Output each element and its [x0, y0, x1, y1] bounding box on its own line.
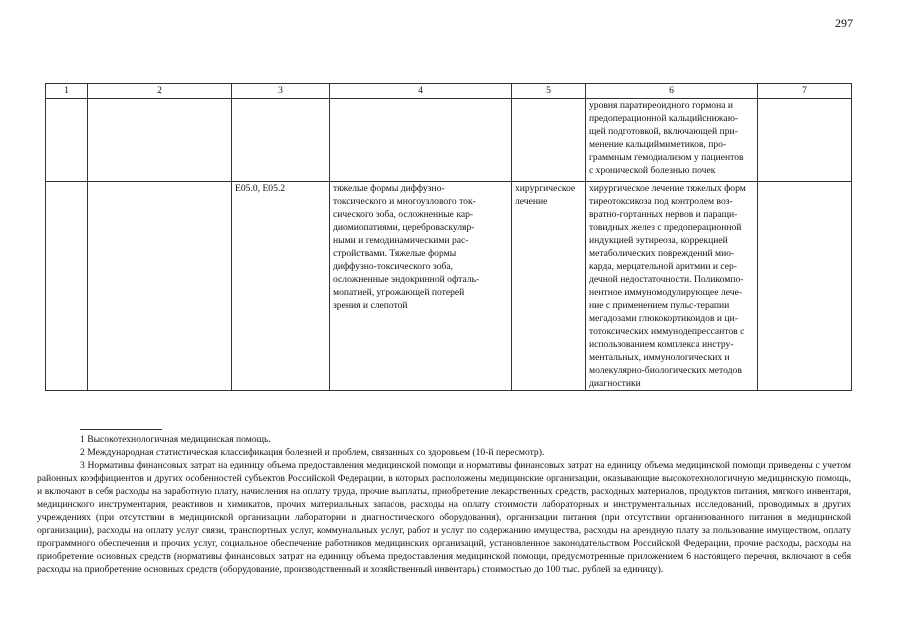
table-cell: уровня паратиреоидного гормона и предоперационной кальцийснижаю- щей подготовкой, включающей при- менение кальциймиметиков, про- граммным гемодиализом у пациентов с хронической болезнью почек: [586, 99, 758, 182]
table-cell: тяжелые формы диффузно- токсического и многоузлового ток- сического зоба, осложненные кар- диомиопатиями, цереброваскуляр- ными и гемодинамическими рас- стройствами. Тяжелые формы диффузно-токсического зоба, осложненные эндокринной офталь- мопатией, угрожающей потерей зрения и слепотой: [330, 182, 512, 391]
table-header-row: [46, 84, 852, 99]
table-cell: хирургическое лечение тяжелых форм тиреотоксикоза под контролем воз- вратно-гортанных нервов и паращи- товидных желез с предоперационной индукцией эутиреоза, коррекцией метаболических повреждений мио- карда, мерцательной аритмии и сер- дечной недостаточности. Поликомпо- нентное иммуномодулирующее лече- ние с применением пульс-терапии мегадозами глюкокортикоидов и ци- тотоксических иммунодепрессантов с использованием комплекса инстру- ментальных, иммунологических и молекулярно-биологических методов диагностики: [586, 182, 758, 391]
table-row: [46, 99, 852, 182]
table-cell: [758, 182, 852, 391]
services-table: [45, 83, 852, 391]
table-row: [46, 182, 852, 391]
footnotes: [37, 433, 851, 576]
column-header-1: 1: [46, 84, 88, 99]
footnote-3: 3 Нормативы финансовых затрат на единицу объема предоставления медицинской помощи и нормативы финансовых затрат на единицу объема медицинской помощи приведены с учетом районных коэффициентов и других особенностей субъектов Российской Федерации, в которых расположены медицинские организации, оказывающие высокотехнологичную медицинскую помощь, и включают в себя расходы на заработную плату, начисления на оплату труда, прочие выплаты, приобретение лекарственных средств, расходных материалов, продуктов питания, мягкого инвентаря, медицинского инструментария, реактивов и химикатов, прочих материальных запасов, расходы на оплату стоимости лабораторных и инструментальных исследований, проводимых в других учреждениях (при отсутствии в медицинской организации лаборатории и диагностического оборудования), организации питания (при отсутствии организованного питания в медицинской организации), расходы на оплату услуг связи, транспортных услуг, коммунальных услуг, работ и услуг по содержанию имущества, расходы на арендную плату за пользование имуществом, оплату программного обеспечения и прочих услуг, социальное обеспечение работников медицинских организаций, установленное законодательством Российской Федерации, прочие расходы, расходы на приобретение основных средств (нормативы финансовых затрат на единицу объема предоставления медицинской помощи, предусмотренные приложением 6 настоящего перечня, включают в себя расходы на приобретение основных средств (оборудование, производственный и хозяйственный инвентарь) стоимостью до 100 тыс. рублей за единицу).: [37, 460, 851, 575]
table-cell: [46, 182, 88, 391]
footnote-2: 2 Международная статистическая классификация болезней и проблем, связанных со здоровьем (10-й пересмотр).: [80, 447, 545, 458]
footnote-separator: [80, 429, 162, 430]
table-cell: [46, 99, 88, 182]
table-cell: хирургическое лечение: [512, 182, 586, 391]
table-cell: [232, 99, 330, 182]
table-cell: [512, 99, 586, 182]
table-cell: [330, 99, 512, 182]
column-header-7: 7: [758, 84, 852, 99]
column-header-2: 2: [88, 84, 232, 99]
column-header-6: 6: [586, 84, 758, 99]
column-header-4: 4: [330, 84, 512, 99]
table-cell: E05.0, E05.2: [232, 182, 330, 391]
page-number: 297: [835, 16, 853, 30]
table-cell: [88, 99, 232, 182]
footnote-1: 1 Высокотехнологичная медицинская помощь.: [80, 434, 271, 445]
table-cell: [758, 99, 852, 182]
column-header-5: 5: [512, 84, 586, 99]
column-header-3: 3: [232, 84, 330, 99]
table-cell: [88, 182, 232, 391]
